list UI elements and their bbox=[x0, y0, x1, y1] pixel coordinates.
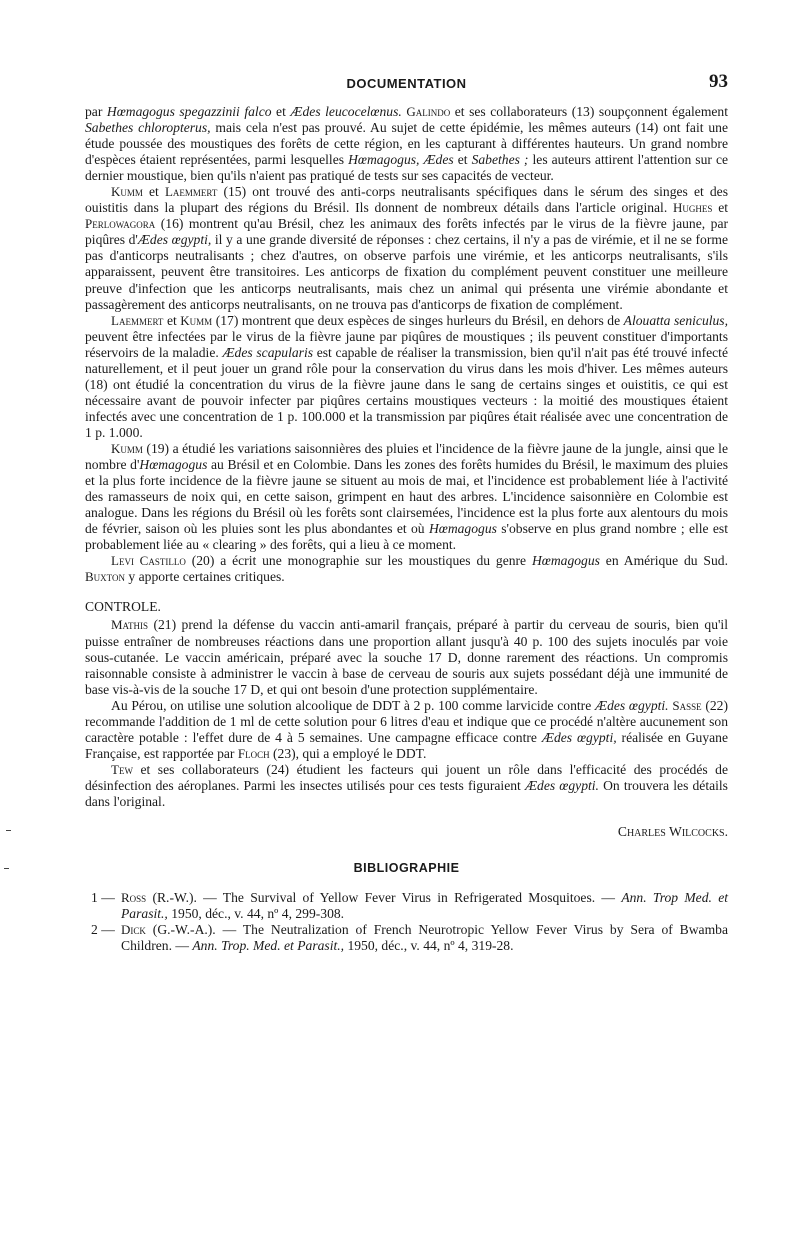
paragraph-3 bbox=[85, 313, 728, 441]
text-run: (20) a écrit une monographie sur les moustiques du genre bbox=[185, 553, 532, 569]
text-run: (21) prend la défense du vaccin anti-amaril français, préparé à partir du cerveau de souris, bien qu'il puisse entraîner de nombreuses réactions dans une proportion allant jusqu'à 40 p. 100 des sujets inoculés par voie sous-cutanée. Le vaccin américain, préparé avec la souche 17 D, donne rarement des réactions. Un compromis raisonnable consiste à administrer le vaccin à base de cerveau de souris aux sujets possédant déjà une immunité de base vis-à-vis de la souche 17 D, et qui ont besoin d'une protection supplémentaire. bbox=[85, 617, 728, 697]
text-run: et bbox=[453, 152, 472, 168]
author-name: Sasse bbox=[672, 697, 702, 713]
text-run: au Brésil et en Colombie. Dans les zones des forêts humides du Brésil, le maximum des pluies et la plus forte incidence de la fièvre jaune se situent au mois de mai, et l'incidence est probablement liée à l'activité des ramasseurs de noix qui, en cette saison, grimpent en haut des arbres. L'incidence saisonnière en Colombie est analogue. Dans les régions du Brésil où les forêts sont clairsemées, l'incidence est la plus forte aux alentours du mois de février, saison où les pluies sont les plus abondantes et où bbox=[85, 457, 728, 537]
text-run: et bbox=[712, 200, 728, 216]
text-run: (15) ont trouvé des anti-corps neutralisants spécifiques dans le sérum des singes et des ouistitis dans la plupart des régions du Brésil. Ils donnent de nombreux détails dans l'article original. bbox=[85, 184, 728, 216]
author-name: Laemmert bbox=[164, 184, 218, 200]
text-run: réalisée en Guyane Française, est rapportée par bbox=[85, 729, 729, 761]
text-run: Au Pérou, on utilise une solution alcoolique de DDT à 2 p. 100 comme larvicide contre bbox=[111, 697, 595, 713]
text-run: (17) montrent que deux espèces de singes hurleurs du Brésil, en dehors de bbox=[212, 312, 624, 328]
species-name: Ædes scapularis bbox=[222, 344, 314, 360]
text-run: (R.-W.). — The Survival of Yellow Fever Virus in Refrigerated Mosquitoes. — bbox=[146, 890, 622, 906]
text-run: est capable de réaliser la transmission, bien qu'il n'ait pas été trouvé infecté naturellement, et il peut jouer un grand rôle pour la conservation du virus dans les mois d'hiver. Les mêmes auteurs (18) ont étudié la concentration du virus de la fièvre jaune dans le sang de certains singes et ouistitis, ce qui est nécessaire avant de pouvoir infecter par piqûres certains moustiques vecteurs : la moitié des moustiques étaient infectés avec une concentration de 1 p. 100.000 et la transmission par piqûres était réalisée avec une concentration de 1 p. 1.000. bbox=[85, 344, 728, 440]
text-run: peuvent être infectées par le virus de la fièvre jaune par piqûres de moustiques ; ils peuvent constituer d'importants réservoirs de la maladie. bbox=[85, 328, 728, 360]
species-name: Ædes œgypti. bbox=[524, 777, 599, 793]
author-name: Levi Castillo bbox=[111, 553, 186, 569]
paragraph-7 bbox=[85, 698, 728, 762]
entry-number: 1 — bbox=[91, 890, 115, 906]
species-name: Hœmagogus bbox=[139, 457, 208, 473]
text-run: et bbox=[163, 312, 181, 328]
author-name: Kumm bbox=[111, 440, 143, 456]
author-name: Laemmert bbox=[111, 312, 164, 328]
author-name: Hughes bbox=[673, 200, 713, 216]
species-name: Ædes œgypti. bbox=[594, 697, 669, 713]
author-name: Kumm bbox=[180, 312, 213, 328]
text-run: On trouvera les détails dans l'original. bbox=[85, 777, 728, 809]
bibliography-heading: BIBLIOGRAPHIE bbox=[353, 861, 460, 876]
species-name: Sabethes chloropterus, bbox=[85, 120, 211, 136]
author-name: Floch bbox=[237, 745, 270, 761]
entry-number: 2 — bbox=[91, 922, 115, 938]
author-signature: Charles Wilcocks. bbox=[617, 824, 728, 840]
author-name: Buxton bbox=[85, 569, 126, 585]
running-title: DOCUMENTATION bbox=[346, 76, 467, 91]
text-run: (16) montrent qu'au Brésil, chez les animaux des forêts infectés par le virus de la fièvre jaune, par piqûres d' bbox=[85, 216, 728, 248]
text-run: (G.-W.-A.). — The Neutralization of French Neurotropic Yellow Fever Virus by Sera of Bwamba Children. — bbox=[121, 922, 728, 954]
bibliography-entry bbox=[85, 890, 728, 922]
species-name: Hœmagogus bbox=[428, 521, 497, 537]
text-run: il y a une grande diversité de réponses : chez certains, il n'y a pas de virémie, et il ne se forme pas d'anticorps neutralisants ; chez d'autres, on observe parfois une virémie, et les anticorps neutralisants, s'ils apparaissent, peuvent être transitoires. Les anticorps de fixation du complément peuvent constituer une meilleure preuve d'infection que les anticorps neutralisants, mais chez un animal qui présenta une virémie abondante et passagèrement des anticorps neutralisants, on ne trouva pas d'anticorps de fixation de complément. bbox=[85, 232, 728, 312]
scan-margin-mark bbox=[6, 830, 11, 831]
text-run: et ses collaborateurs (13) soupçonnent également bbox=[450, 104, 729, 119]
text-run: en Amérique du Sud. bbox=[599, 553, 728, 569]
author-name: Ross bbox=[121, 890, 147, 906]
paragraph-5 bbox=[85, 553, 728, 585]
text-run: (22) recommande l'addition de 1 ml de cette solution pour 6 litres d'eau et indique que ce procédé n'altère aucunement son caractère potable : l'effet dure de 4 à 5 semaines. Une campagne efficace contre bbox=[85, 697, 728, 745]
species-name: Sabethes ; bbox=[471, 152, 529, 168]
bibliography-entry bbox=[85, 922, 728, 954]
text-run: par bbox=[85, 104, 107, 119]
text-run: et ses collaborateurs (24) étudient les facteurs qui jouent un rôle dans l'efficacité des procédés de désinfection des aéroplanes. Parmi les insectes utilisés pour ces tests figuraient bbox=[85, 761, 728, 793]
author-name: Galindo bbox=[406, 104, 451, 119]
text-run: (19) a étudié les variations saisonnières des pluies et l'incidence de la fièvre jaune de la jungle, ainsi que le nombre d' bbox=[85, 440, 728, 473]
author-name: Kumm bbox=[111, 184, 143, 200]
paragraph-1 bbox=[85, 104, 728, 184]
author-name: Perlowagora bbox=[85, 216, 156, 232]
author-name: Mathis bbox=[111, 617, 149, 633]
text-run: et bbox=[142, 184, 165, 200]
text-run: 1950, déc., v. 44, nº 4, 299-308. bbox=[167, 906, 345, 922]
species-name: Hœmagogus bbox=[531, 553, 600, 569]
text-run: 1950, déc., v. 44, nº 4, 319-28. bbox=[344, 938, 514, 954]
running-head bbox=[85, 71, 728, 96]
scan-margin-mark bbox=[4, 868, 9, 869]
journal-name: Ann. Trop Med. et Parasit., bbox=[121, 890, 728, 922]
paragraph-6 bbox=[85, 617, 728, 697]
text-run: mais cela n'est pas prouvé. Au sujet de cette épidémie, les mêmes auteurs (14) ont fait une étude poussée des moustiques des forêts de cette région, en les capturant à différentes hauteurs. Un grand nombre d'espèces étaient représentées, parmi lesquelles bbox=[85, 120, 728, 168]
species-name: Ædes œgypti, bbox=[137, 232, 212, 248]
species-name: Alouatta seniculus, bbox=[623, 312, 728, 328]
paragraph-8 bbox=[85, 762, 728, 810]
text-run: s'observe en plus grand nombre ; elle est probablement liée au « clearing » des forêts, qui a lieu à ce moment. bbox=[85, 521, 728, 553]
species-name: Ædes œgypti, bbox=[541, 729, 617, 745]
species-name: Hœmagogus spegazzinii falco bbox=[106, 104, 272, 119]
author-name: Tew bbox=[111, 761, 133, 777]
paragraph-4 bbox=[85, 441, 728, 553]
text-run: (23), qui a employé le DDT. bbox=[269, 745, 427, 761]
species-name: Hœmagogus, Ædes bbox=[348, 152, 454, 168]
section-heading-controle: CONTROLE. bbox=[85, 599, 161, 615]
author-name: Dick bbox=[121, 922, 146, 938]
text-run: y apporte certaines critiques. bbox=[125, 569, 285, 585]
page-number: 93 bbox=[709, 71, 728, 92]
journal-name: Ann. Trop. Med. et Parasit., bbox=[192, 938, 345, 954]
text-run: les auteurs attirent l'attention sur ce dernier moustique, bien qu'ils n'aient pas pratiqué de tests sur ses capacités de vecteur. bbox=[85, 152, 729, 184]
species-name: Ædes leucocelœnus. bbox=[290, 104, 402, 119]
paragraph-2 bbox=[85, 184, 728, 312]
body-text bbox=[85, 104, 728, 954]
text-run: et bbox=[271, 104, 291, 119]
